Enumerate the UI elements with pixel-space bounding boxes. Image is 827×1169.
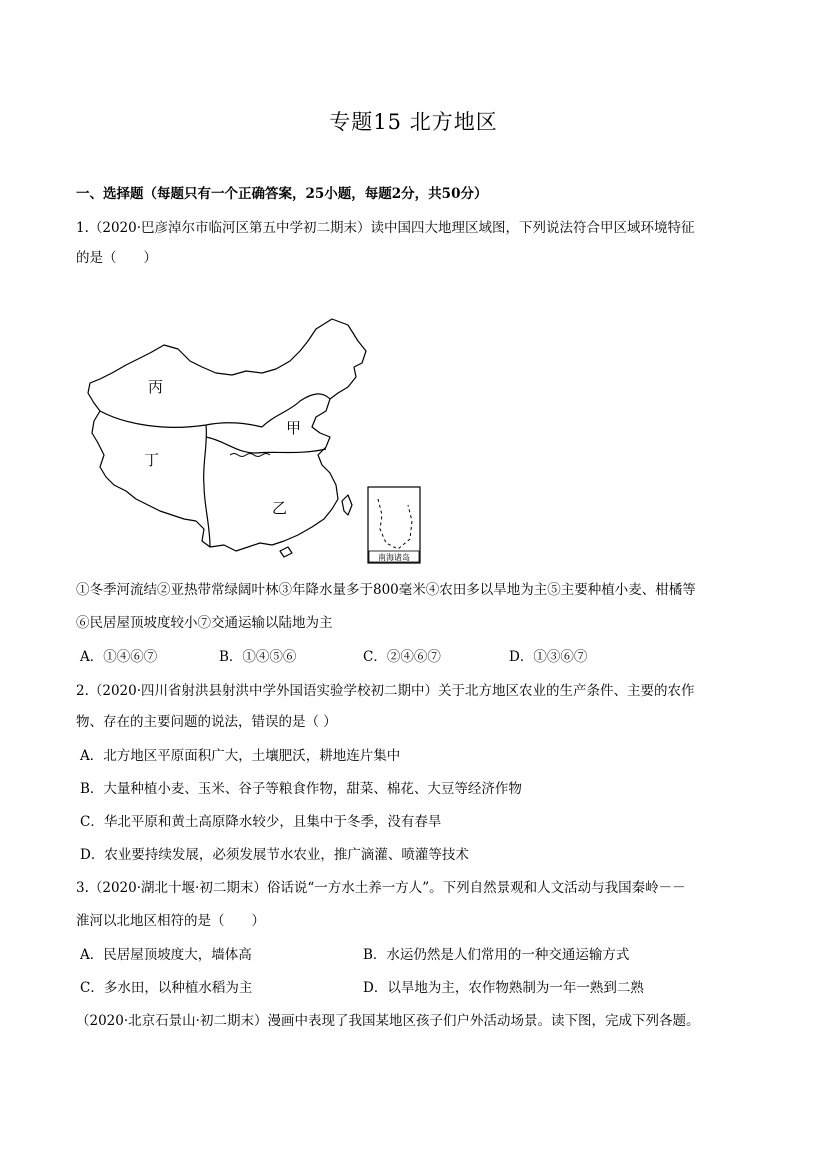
q3-option-a[interactable]: A．民居屋顶坡度大，墙体高: [80, 947, 252, 963]
q1-option-b[interactable]: B．①④⑤⑥: [219, 649, 297, 665]
inset-label: 南海诸岛: [378, 553, 410, 562]
region-ding-label: 丁: [144, 451, 160, 469]
q2-option-d[interactable]: D．农业要持续发展，必须发展节水农业，推广滴灌、喷灌等技术: [80, 847, 469, 863]
q1-option-a[interactable]: A．①④⑥⑦: [80, 649, 158, 665]
q2-option-b[interactable]: B．大量种植小麦、玉米、谷子等粮食作物，甜菜、棉花、大豆等经济作物: [80, 781, 522, 797]
region-jia-label: 甲: [286, 419, 302, 437]
region-bing-label: 丙: [148, 378, 164, 396]
section-heading: 一、选择题（每题只有一个正确答案，25小题，每题2分，共50分）: [76, 186, 488, 202]
q1-statements-line2: ⑥民居屋顶坡度较小⑦交通运输以陆地为主: [76, 615, 333, 631]
page-title: 专题15 北方地区: [329, 110, 498, 134]
q3-option-b[interactable]: B．水运仍然是人们常用的一种交通运输方式: [363, 947, 630, 963]
q2-stem-line2: 物、存在的主要问题的说法，错误的是（ ）: [76, 714, 337, 730]
south-china-sea-inset: [368, 487, 420, 563]
q3-option-d[interactable]: D．以旱地为主，农作物熟制为一年一熟到二熟: [363, 980, 644, 996]
q1-option-c[interactable]: C．②④⑥⑦: [363, 649, 441, 665]
q3-option-c[interactable]: C．多水田，以种植水稻为主: [80, 980, 253, 996]
q1-statements-line1: ①冬季河流结②亚热带常绿阔叶林③年降水量多于800毫米④农田多以旱地为主⑤主要种植小麦、柑橘等: [76, 582, 696, 598]
q3-stem-line1: 3.（2020·湖北十堰·初二期末）俗话说“一方水土养一方人”。下列自然景观和人文活动与我国秦岭－－: [76, 880, 686, 896]
q4-stem-line1: （2020·北京石景山·初二期末）漫画中表现了我国某地区孩子们户外活动场景。读下图，完成下列各题。: [76, 1013, 700, 1029]
q3-stem-line2: 淮河以北地区相符的是（ ）: [76, 913, 265, 929]
q1-stem-line1: 1.（2020·巴彦淖尔市临河区第五中学初二期末）读中国四大地理区域图，下列说法符合甲区域环境特征: [76, 220, 695, 236]
q1-stem-line2: 的是（ ）: [76, 250, 157, 266]
q2-option-a[interactable]: A．北方地区平原面积广大，土壤肥沃，耕地连片集中: [80, 748, 401, 764]
china-regions-map: [86, 315, 426, 565]
q1-option-d[interactable]: D．①③⑥⑦: [509, 649, 588, 665]
q2-stem-line1: 2.（2020·四川省射洪县射洪中学外国语实验学校初二期中）关于北方地区农业的生产条件、主要的农作: [76, 683, 695, 699]
q2-option-c[interactable]: C．华北平原和黄土高原降水较少，且集中于冬季，没有春旱: [80, 814, 442, 830]
region-yi-label: 乙: [272, 499, 288, 517]
